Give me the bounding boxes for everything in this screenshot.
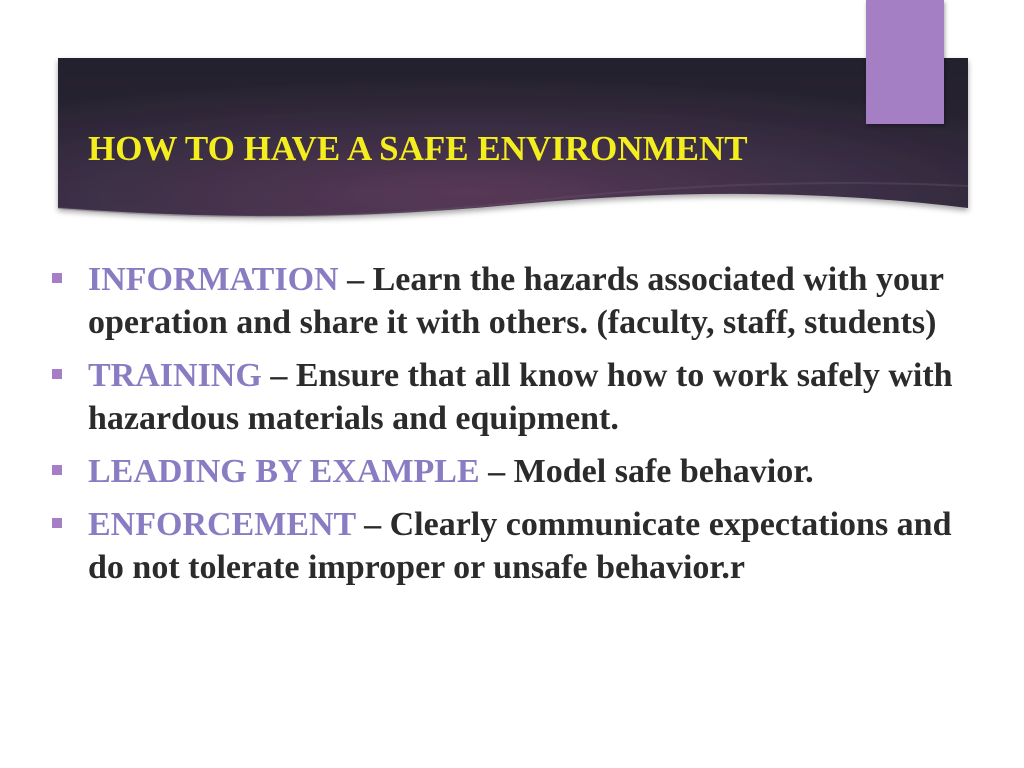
bullet-item-leading-by-example (50, 450, 970, 493)
bullet-separator: – (479, 453, 514, 490)
bullet-item-information (50, 258, 970, 344)
bullet-keyword: LEADING BY EXAMPLE (88, 453, 480, 490)
bullet-separator: – (338, 261, 373, 298)
bullet-text: Clearly communicate expectations and do not tolerate improper or unsafe behavior.r (88, 506, 952, 586)
bullet-list (50, 258, 970, 599)
slide-title: HOW TO HAVE A SAFE ENVIRONMENT (88, 129, 748, 168)
square-bullet-icon (52, 369, 62, 379)
bullet-separator: – (355, 506, 390, 543)
bullet-keyword: TRAINING (88, 357, 262, 394)
bullet-keyword: INFORMATION (88, 261, 339, 298)
bullet-text: Model safe behavior. (513, 453, 814, 490)
bullet-item-enforcement (50, 503, 970, 589)
bullet-item-training (50, 354, 970, 440)
bullet-separator: – (261, 357, 296, 394)
bullet-text: Ensure that all know how to work safely with hazardous materials and equipment. (88, 357, 953, 437)
square-bullet-icon (52, 518, 62, 528)
bullet-keyword: ENFORCEMENT (88, 506, 356, 543)
square-bullet-icon (52, 465, 62, 475)
square-bullet-icon (52, 273, 62, 283)
bullet-text: Learn the hazards associated with your operation and share it with others. (faculty, staff, students) (88, 261, 944, 341)
accent-tab (866, 0, 944, 124)
